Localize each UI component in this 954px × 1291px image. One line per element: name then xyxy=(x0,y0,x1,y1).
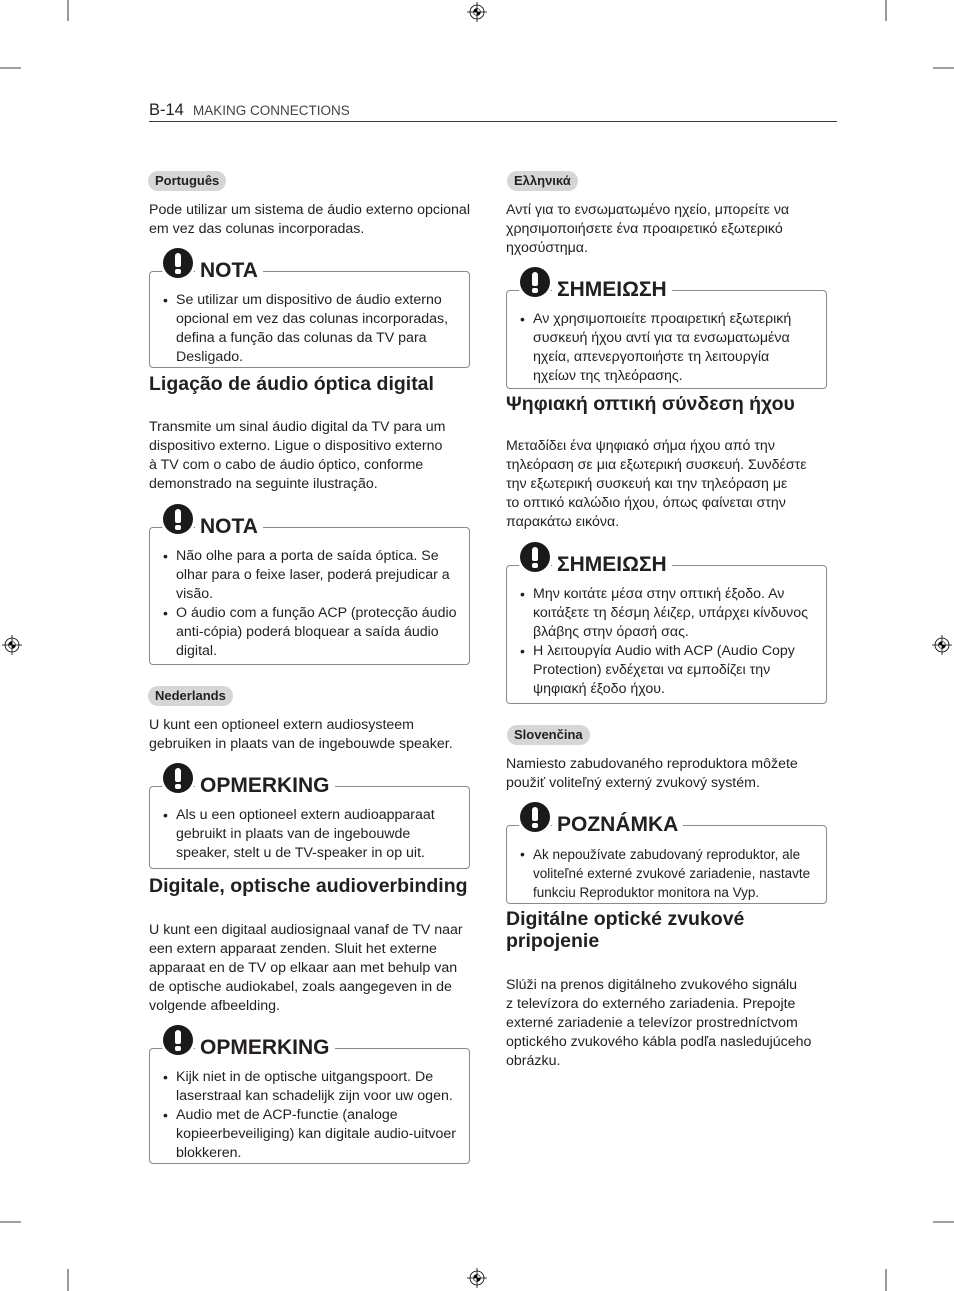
text-line: U kunt een optioneel extern audiosysteem xyxy=(149,716,414,733)
note-item-line: κοιτάξετε τη δέσμη λέιζερ, υπάρχει κίνδυνος xyxy=(533,604,808,621)
note-item xyxy=(176,1106,469,1163)
section-heading-nederlands-optical: Digitale, optische audioverbinding xyxy=(149,875,468,897)
crop-mark-icon xyxy=(886,0,954,68)
note-box-portugues-speaker xyxy=(149,259,470,368)
section-heading-ellinika-optical: Ψηφιακή οπτική σύνδεση ήχου xyxy=(506,393,795,415)
note-item-line: voliteľné externé zvukové zariadenie, nastavte xyxy=(533,865,811,881)
language-badge-nederlands: Nederlands xyxy=(148,686,233,706)
registration-mark-icon xyxy=(2,635,22,655)
text-line: een extern apparaat zenden. Sluit het externe xyxy=(149,940,437,957)
note-box-ellinika-optical xyxy=(506,553,827,704)
text-line: Pode utilizar um sistema de áudio externo opcional xyxy=(149,201,470,218)
exclamation-circle-icon xyxy=(520,267,550,297)
note-item-line: laserstraal kan schadelijk zijn voor uw ogen. xyxy=(176,1087,453,1104)
note-item-line: opcional em vez das colunas incorporadas, xyxy=(176,310,449,327)
note-item-line: olhar para o feixe laser, poderá prejudicar a xyxy=(176,566,450,583)
text-line: de optische audiokabel, zoals aangegeven in de xyxy=(149,978,452,995)
text-line: obrázku. xyxy=(506,1052,561,1069)
note-box-ellinika-speaker xyxy=(506,278,827,389)
intro-text-portugues xyxy=(149,201,470,239)
exclamation-circle-icon xyxy=(163,504,193,534)
note-item-line: Protection) ενδέχεται να εμποδίζει την xyxy=(533,661,771,678)
text-line: optického zvukového kábla podľa nasledujúceho xyxy=(506,1033,812,1050)
section-title: MAKING CONNECTIONS xyxy=(193,103,350,118)
text-line: παρακάτω εικόνα. xyxy=(506,513,620,530)
crop-mark-icon xyxy=(886,1222,954,1291)
text-line: ηχοσύστημα. xyxy=(506,239,588,256)
text-line: Namiesto zabudovaného reproduktora môžete xyxy=(506,755,798,772)
note-item-line: defina a função das colunas da TV para xyxy=(176,329,427,346)
note-item-line: kopieerbeveiliging) kan digitale audio-uitvoer xyxy=(176,1125,456,1142)
crop-mark-icon xyxy=(0,1222,68,1291)
note-item-line: Desligado. xyxy=(176,348,244,365)
registration-mark-icon xyxy=(467,2,487,22)
text-line: à TV com o cabo de áudio óptico, conforme xyxy=(149,456,424,473)
heading-line: Digitálne optické zvukové xyxy=(506,908,745,930)
exclamation-circle-icon xyxy=(163,1025,193,1055)
note-item-line: blokkeren. xyxy=(176,1144,242,1161)
note-item xyxy=(533,310,826,386)
note-item-line: ηχείων της τηλεόρασης. xyxy=(533,367,683,384)
optical-text-slovencina xyxy=(506,976,811,1071)
text-line: volgende afbeelding. xyxy=(149,997,280,1014)
note-box-nederlands-optical xyxy=(149,1036,470,1164)
note-item xyxy=(533,845,826,902)
language-badge-ellinika: Ελληνικά xyxy=(507,171,578,191)
note-item-line: ηχεία, απενεργοποιήστε τη λειτουργία xyxy=(533,348,770,365)
heading-line: pripojenie xyxy=(506,930,600,952)
note-item-line: βλάβης στην όρασή σας. xyxy=(533,623,689,640)
text-line: το οπτικό καλώδιο ήχου, όπως φαίνεται στην xyxy=(506,494,786,511)
text-line: Αντί για το ενσωματωμένο ηχείο, μπορείτε να xyxy=(506,201,790,218)
note-item-line: anti-cópia) poderá bloquear a saída áudio xyxy=(176,623,439,640)
optical-text-nederlands xyxy=(149,921,463,1016)
note-item xyxy=(176,291,469,367)
optical-text-ellinika xyxy=(506,437,807,532)
note-item-line: • Αν χρησιμοποιείτε προαιρετική εξωτερική xyxy=(533,310,792,327)
text-line: χρησιμοποιήσετε ένα προαιρετικό εξωτερικό xyxy=(506,220,783,237)
page-number: B-14 xyxy=(149,101,184,119)
note-item xyxy=(533,585,826,642)
note-item-line: • Kijk niet in de optische uitgangspoort. De xyxy=(176,1068,434,1085)
text-line: Transmite um sinal áudio digital da TV para um xyxy=(149,418,446,435)
note-item-line: ψηφιακή έξοδο ήχου. xyxy=(533,680,665,697)
language-badge-slovencina: Slovenčina xyxy=(507,725,590,745)
text-line: externé zariadenie a televízor prostredníctvom xyxy=(506,1014,798,1031)
section-heading-portugues-optical: Ligação de áudio óptica digital xyxy=(149,373,434,395)
note-title: OPMERKING xyxy=(195,1036,335,1060)
note-title: POZNÁMKA xyxy=(552,813,683,837)
note-item-line: funkciu Reproduktor monitora na Vyp. xyxy=(533,884,760,900)
note-box-portugues-optical xyxy=(149,515,470,665)
note-item-line: • Als u een optioneel extern audioapparaat xyxy=(176,806,435,823)
text-line: z televízora do externého zariadenia. Prepojte xyxy=(506,995,796,1012)
intro-text-slovencina xyxy=(506,755,798,793)
note-item-line: speaker, stelt u de TV-speaker in op uit. xyxy=(176,844,425,861)
text-line: την εξωτερική συσκευή και την τηλεόραση με xyxy=(506,475,788,492)
text-line: U kunt een digitaal audiosignaal vanaf de TV naar xyxy=(149,921,463,938)
note-box-nederlands-speaker xyxy=(149,774,470,869)
text-line: Slúži na prenos digitálneho zvukového signálu xyxy=(506,976,798,993)
crop-mark-icon xyxy=(0,0,68,68)
text-line: gebruiken in plaats van de ingebouwde speaker. xyxy=(149,735,453,752)
optical-text-portugues xyxy=(149,418,446,494)
note-title: NOTA xyxy=(195,515,263,539)
text-line: em vez das colunas incorporadas. xyxy=(149,220,365,237)
note-item-line: • Ak nepoužívate zabudovaný reproduktor, ale xyxy=(533,846,801,862)
header-rule xyxy=(149,121,837,122)
note-item-line: visão. xyxy=(176,585,214,602)
text-line: apparaat en de TV op elkaar aan met behulp van xyxy=(149,959,458,976)
note-item-line: • Não olhe para a porta de saída óptica. Se xyxy=(176,547,439,564)
note-item xyxy=(176,604,469,661)
exclamation-circle-icon xyxy=(163,763,193,793)
intro-text-nederlands xyxy=(149,716,453,754)
note-item-line: gebruikt in plaats van de ingebouwde xyxy=(176,825,411,842)
registration-mark-icon xyxy=(467,1268,487,1288)
intro-text-ellinika xyxy=(506,201,789,258)
text-line: Μεταδίδει ένα ψηφιακό σήμα ήχου από την xyxy=(506,437,775,454)
note-item-line: συσκευή ήχου αντί για τα ενσωματωμένα xyxy=(533,329,790,346)
exclamation-circle-icon xyxy=(520,542,550,572)
note-item-line: • O áudio com a função ACP (protecção áudio xyxy=(176,604,457,621)
note-item-line: • Μην κοιτάτε μέσα στην οπτική έξοδο. Αν xyxy=(533,585,785,602)
registration-mark-icon xyxy=(932,635,952,655)
text-line: použiť voliteľný externý zvukový systém. xyxy=(506,774,760,791)
note-title: ΣΗΜΕΙΩΣΗ xyxy=(552,278,672,302)
exclamation-circle-icon xyxy=(163,248,193,278)
note-item xyxy=(176,806,469,863)
note-item-line: • Η λειτουργία Audio with ACP (Audio Copy xyxy=(533,642,795,659)
language-badge-portugues: Português xyxy=(148,171,226,191)
note-title: OPMERKING xyxy=(195,774,335,798)
note-item xyxy=(176,1068,469,1106)
note-item-line: digital. xyxy=(176,642,218,659)
note-title: NOTA xyxy=(195,259,263,283)
exclamation-circle-icon xyxy=(520,802,550,832)
note-title: ΣΗΜΕΙΩΣΗ xyxy=(552,553,672,577)
text-line: dispositivo externo. Ligue o dispositivo externo xyxy=(149,437,443,454)
text-line: τηλεόραση σε μια εξωτερική συσκευή. Συνδέστε xyxy=(506,456,807,473)
note-item-line: • Audio met de ACP-functie (analoge xyxy=(176,1106,398,1123)
note-item-line: • Se utilizar um dispositivo de áudio externo xyxy=(176,291,442,308)
text-line: demonstrado na seguinte ilustração. xyxy=(149,475,378,492)
note-box-slovencina-speaker xyxy=(506,813,827,904)
note-item xyxy=(533,642,826,699)
section-heading-slovencina-optical xyxy=(506,908,744,952)
note-item xyxy=(176,547,469,604)
